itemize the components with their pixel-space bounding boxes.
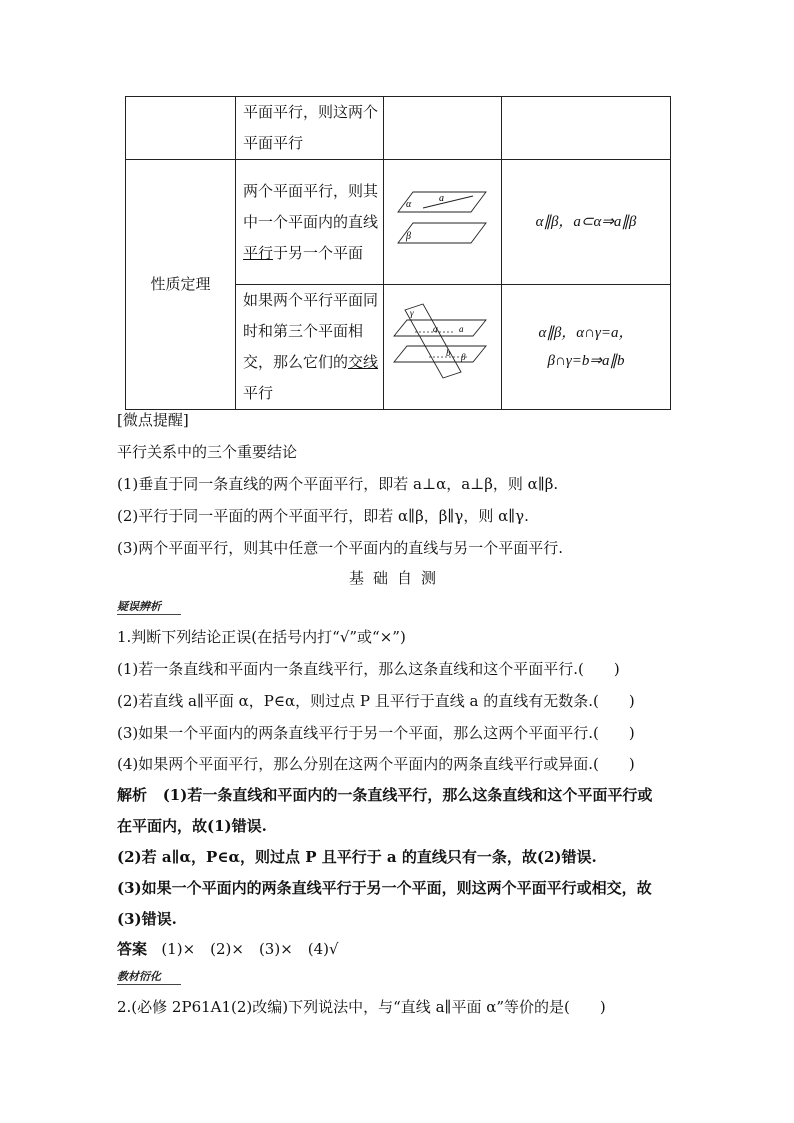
section-tag-misconception: 疑误辨析: [117, 600, 161, 613]
answer-label: 答案: [117, 940, 148, 958]
table-cell-empty: [384, 97, 502, 160]
theorem-statement: 如果两个平行平面同时和第三个平面相交，那么它们的交线平行: [236, 285, 384, 410]
question-1-item-4: (4)如果两个平面平行，那么分别在这两个平面内的两条直线平行或异面.( ): [117, 755, 635, 773]
question-1-item-2: (2)若直线 a∥平面 α，P∈α，则过点 P 且平行于直线 a 的直线有无数条.( ): [117, 692, 635, 710]
question-1-stem: 1.判断下列结论正误(在括号内打“√”或“×”): [117, 628, 406, 646]
fig-label-a: a: [458, 323, 463, 334]
table-row: [126, 160, 671, 285]
tip-item-2: (2)平行于同一平面的两个平面平行，即若 α∥β，β∥γ，则 α∥γ.: [117, 507, 529, 525]
fig-label-a: a: [438, 192, 444, 204]
section-tag-textbook: 教材衍化: [117, 970, 161, 983]
question-2-stem: 2.(必修 2P61A1(2)改编)下列说法中，与“直线 a∥平面 α”等价的是( ): [117, 998, 606, 1016]
theorem-statement: 两个平面平行，则其中一个平面内的直线平行于另一个平面: [236, 160, 384, 285]
question-1-item-1: (1)若一条直线和平面内一条直线平行，那么这条直线和这个平面平行.( ): [117, 660, 620, 678]
analysis-line-1: 解析 (1)若一条直线和平面内的一条直线平行，那么这条直线和这个平面平行或: [117, 786, 653, 804]
table-cell-text: 平面平行，则这两个平面平行: [236, 97, 384, 160]
symbolic-statement: α∥β，a⊂α⇒a∥β: [502, 160, 671, 285]
section-title: 基础自测: [348, 569, 445, 587]
analysis-line-5: (3)错误.: [117, 910, 177, 928]
parallel-planes-figure: [393, 182, 493, 252]
tip-heading: 平行关系中的三个重要结论: [117, 443, 298, 461]
plane-beta: [398, 223, 486, 243]
table-cell-empty: [126, 97, 236, 160]
underlined-keyword: 平行: [243, 243, 274, 262]
analysis-line-3: (2)若 a∥α，P∈α，则过点 P 且平行于 a 的直线只有一条，故(2)错误.: [117, 848, 597, 866]
tip-item-3: (3)两个平面平行，则其中任意一个平面内的直线与另一个平面平行.: [117, 539, 564, 557]
question-1-item-3: (3)如果一个平面内的两条直线平行于另一个平面，那么这两个平面平行.( ): [117, 724, 635, 742]
answer-line: [117, 938, 339, 959]
plane-beta: [394, 346, 486, 362]
fig-label-beta: β: [460, 351, 465, 362]
theorem-table: [125, 96, 671, 410]
fig-label-beta: β: [405, 230, 411, 242]
line-a: [423, 196, 473, 208]
fig-label-alpha: α: [432, 323, 438, 334]
figure-cell: [384, 160, 502, 285]
three-planes-figure: [393, 302, 493, 382]
analysis-line-4: (3)如果一个平面内的两条直线平行于另一个平面，则这两个平面平行或相交，故: [117, 879, 652, 897]
fig-label-gamma: γ: [409, 307, 414, 318]
figure-cell: [384, 285, 502, 410]
analysis-label: 解析: [117, 786, 148, 804]
analysis-line-2: 在平面内，故(1)错误.: [117, 817, 267, 835]
answer-text: (1)× (2)× (3)× (4)√: [161, 940, 339, 958]
fig-label-b: b: [445, 347, 450, 358]
tag-underline: [117, 614, 181, 615]
tip-item-1: (1)垂直于同一条直线的两个平面平行，即若 a⊥α，a⊥β，则 α∥β.: [117, 475, 559, 493]
tag-underline: [117, 984, 181, 985]
symbolic-statement: α∥β，α∩γ=a， β∩γ=b⇒a∥b: [502, 285, 671, 410]
tip-title: [微点提醒]: [117, 411, 189, 429]
underlined-keyword: 交线: [348, 353, 379, 371]
fig-label-alpha: α: [405, 198, 411, 210]
table-row: [126, 97, 671, 160]
table-cell-empty: [502, 97, 671, 160]
property-theorem-label: 性质定理: [126, 160, 236, 410]
